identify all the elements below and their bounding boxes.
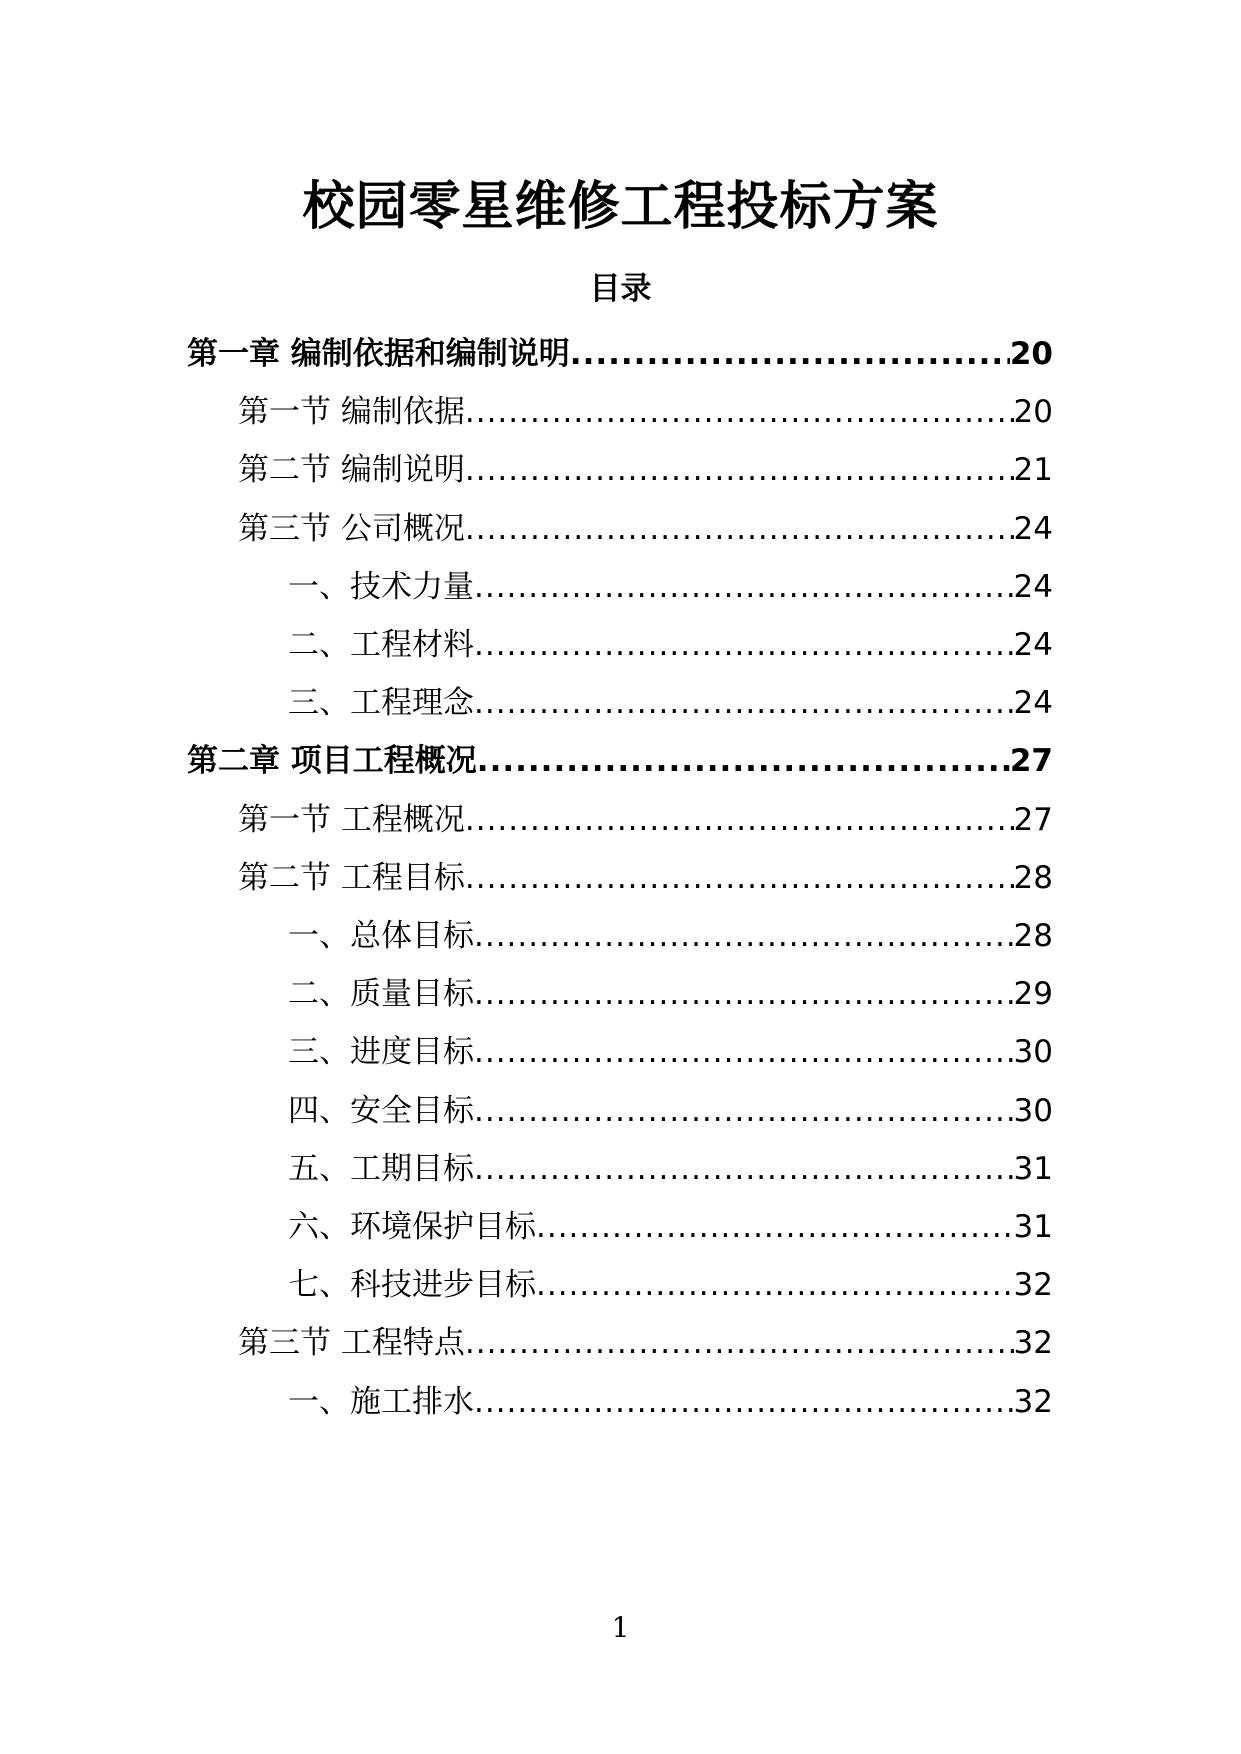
toc-entry-page: 32	[1013, 1267, 1053, 1304]
toc-leader-dots	[465, 390, 1014, 434]
toc-entry-title: 第一节 编制依据	[238, 394, 465, 431]
toc-entry-page: 20	[1013, 394, 1053, 431]
toc-entry-title: 三、进度目标	[288, 1034, 474, 1071]
toc-leader-dots	[474, 1147, 1014, 1191]
toc-entry-page: 30	[1013, 1092, 1053, 1129]
toc-entry-title: 五、工期目标	[288, 1150, 474, 1187]
toc-entry-page: 27	[1009, 743, 1053, 780]
toc-entry-title: 一、技术力量	[288, 568, 474, 605]
toc-entry-title: 第三节 公司概况	[238, 510, 465, 547]
toc-entry-page: 31	[1013, 1150, 1053, 1187]
toc-leader-dots	[474, 565, 1014, 609]
toc-entry[interactable]	[238, 501, 1053, 551]
toc-entry-page: 24	[1013, 568, 1053, 605]
toc-leader-dots	[474, 681, 1014, 725]
toc-entry-page: 24	[1013, 627, 1053, 663]
toc-entry[interactable]	[187, 326, 1053, 376]
toc-entry-title: 第二章 项目工程概况	[187, 743, 477, 780]
toc-entry-page: 28	[1013, 918, 1053, 954]
toc-heading: 目录	[589, 271, 652, 307]
toc-entry[interactable]	[288, 966, 1053, 1016]
toc-entry-title: 六、环境保护目标	[288, 1209, 536, 1245]
toc-entry[interactable]	[288, 1024, 1053, 1074]
toc-entry-title: 一、施工排水	[288, 1383, 474, 1420]
toc-leader-dots	[474, 1380, 1014, 1424]
toc-leader-dots	[536, 1263, 1014, 1307]
toc-entry[interactable]	[288, 1257, 1053, 1307]
toc-entry[interactable]	[238, 850, 1053, 900]
toc-entry-title: 第一章 编制依据和编制说明	[187, 336, 570, 372]
toc-leader-dots	[465, 507, 1014, 551]
toc-entry-page: 21	[1013, 452, 1053, 489]
toc-entry-page: 29	[1013, 976, 1053, 1013]
toc-entry[interactable]	[187, 733, 1053, 783]
toc-leader-dots	[570, 332, 1010, 376]
toc-entry[interactable]	[288, 559, 1053, 609]
toc-entry[interactable]	[238, 442, 1053, 492]
toc-entry-page: 31	[1013, 1209, 1053, 1245]
toc-leader-dots	[536, 1205, 1014, 1249]
toc-entry[interactable]	[288, 1083, 1053, 1133]
toc-entry-page: 27	[1013, 801, 1053, 838]
toc-leader-dots	[474, 1089, 1014, 1133]
toc-entry-title: 二、工程材料	[288, 627, 474, 663]
toc-entry-page: 24	[1013, 510, 1053, 547]
toc-entry-title: 一、总体目标	[288, 918, 474, 954]
toc-entry-page: 20	[1009, 336, 1053, 372]
toc-entry[interactable]	[288, 617, 1053, 667]
toc-entry-title: 三、工程理念	[288, 685, 474, 722]
toc-entry-title: 第一节 工程概况	[238, 801, 465, 838]
toc-leader-dots	[465, 798, 1014, 842]
toc-entry[interactable]	[288, 908, 1053, 958]
toc-entry[interactable]	[288, 1199, 1053, 1249]
toc-entry[interactable]	[288, 675, 1053, 725]
toc-entry-page: 32	[1013, 1325, 1053, 1362]
toc-leader-dots	[474, 914, 1014, 958]
page-number: 1	[611, 1611, 630, 1644]
toc-entry-title: 第三节 工程特点	[238, 1325, 465, 1362]
toc-entry[interactable]	[288, 1141, 1053, 1191]
toc-entry[interactable]	[238, 384, 1053, 434]
toc-entry-page: 32	[1013, 1383, 1053, 1420]
toc-entry[interactable]	[288, 1374, 1053, 1424]
toc-entry-page: 24	[1013, 685, 1053, 722]
toc-entry-title: 第二节 编制说明	[238, 452, 465, 489]
toc-entry[interactable]	[238, 792, 1053, 842]
toc-leader-dots	[465, 1321, 1014, 1365]
toc-leader-dots	[465, 448, 1014, 492]
toc-leader-dots	[474, 972, 1014, 1016]
toc-entry-title: 第二节 工程目标	[238, 859, 465, 896]
document-title: 校园零星维修工程投标方案	[302, 177, 939, 237]
toc-entry-title: 七、科技进步目标	[288, 1267, 536, 1304]
toc-entry[interactable]	[238, 1315, 1053, 1365]
toc-entry-page: 30	[1013, 1034, 1053, 1071]
toc-leader-dots	[477, 739, 1010, 783]
toc-entry-page: 28	[1013, 859, 1053, 896]
toc-leader-dots	[465, 856, 1014, 900]
toc-entry-title: 二、质量目标	[288, 976, 474, 1013]
toc-leader-dots	[474, 1030, 1014, 1074]
toc-entry-title: 四、安全目标	[288, 1092, 474, 1129]
toc-leader-dots	[474, 623, 1014, 667]
